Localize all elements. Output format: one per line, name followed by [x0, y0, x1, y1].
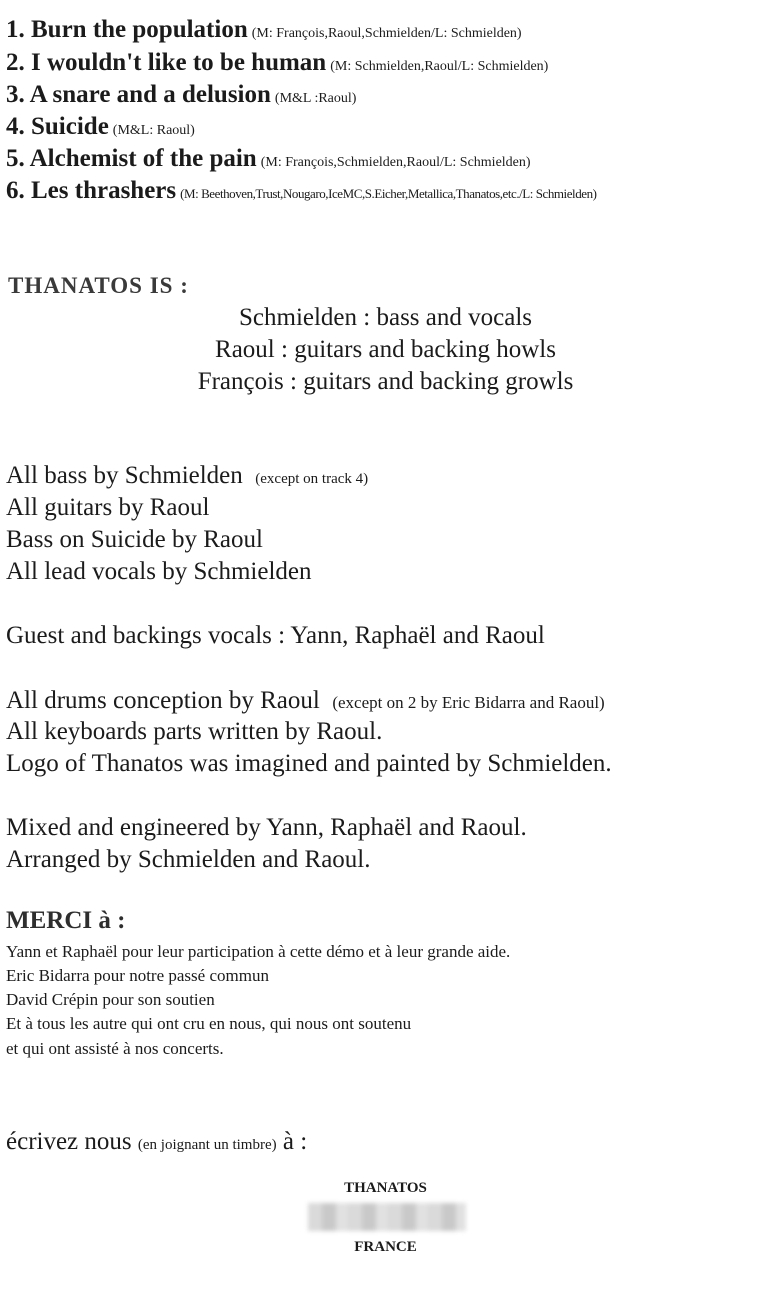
track-title: 5. Alchemist of the pain	[6, 145, 257, 172]
stamp-note: (en joignant un timbre)	[137, 1137, 277, 1153]
credit-guitars: All guitars by Raoul	[6, 494, 210, 521]
member-raoul: Raoul : guitars and backing howls	[215, 336, 556, 363]
merci-heading: MERCI à :	[6, 907, 126, 934]
redacted-address	[308, 1203, 466, 1231]
track-credits: (M: Schmielden,Raoul/L: Schmielden)	[330, 59, 549, 74]
write-us-text: écrivez nous	[6, 1128, 132, 1155]
address-country: FRANCE	[354, 1239, 417, 1255]
track-title: 1. Burn the population	[6, 16, 248, 43]
member-schmielden: Schmielden : bass and vocals	[239, 304, 532, 331]
track-credits: (M&L: Raoul)	[112, 123, 195, 138]
band-heading: THANATOS IS :	[8, 273, 189, 298]
credit-keyboards: All keyboards parts written by Raoul.	[6, 718, 383, 745]
track-credits: (M: François,Schmielden,Raoul/L: Schmielden)	[260, 155, 531, 170]
merci-line-4: Et à tous les autre qui ont cru en nous, qui nous ont soutenu	[6, 1014, 412, 1033]
track-title: 2. I wouldn't like to be human	[6, 49, 327, 76]
credit-mixed: Mixed and engineered by Yann, Raphaël and Raoul.	[6, 814, 527, 841]
track-2	[6, 49, 548, 77]
track-credits: (M&L :Raoul)	[274, 91, 357, 106]
address-name: THANATOS	[344, 1180, 427, 1196]
merci-line-5: et qui ont assisté à nos concerts.	[6, 1039, 224, 1058]
track-6	[6, 177, 597, 205]
credit-bass-text: All bass by Schmielden	[6, 462, 243, 489]
track-4	[6, 113, 195, 141]
merci-line-2: Eric Bidarra pour notre passé commun	[6, 966, 269, 985]
credit-drums	[6, 687, 605, 715]
track-credits: (M: Beethoven,Trust,Nougaro,IceMC,S.Eicher,Metallica,Thanatos,etc./L: Schmielden)	[180, 186, 597, 201]
merci-line-3: David Crépin pour son soutien	[6, 990, 215, 1009]
credit-drums-text: All drums conception by Raoul	[6, 687, 320, 714]
write-us-to: à :	[282, 1128, 308, 1155]
track-title: 3. A snare and a delusion	[6, 81, 271, 108]
track-1	[6, 16, 522, 44]
credit-guest-vocals: Guest and backings vocals : Yann, Raphaël and Raoul	[6, 622, 545, 649]
track-3	[6, 81, 356, 109]
track-5	[6, 145, 531, 173]
track-title: 4. Suicide	[6, 113, 109, 140]
credit-bass-note: (except on track 4)	[255, 471, 369, 487]
credit-bass	[6, 462, 368, 490]
track-credits: (M: François,Raoul,Schmielden/L: Schmielden)	[251, 26, 522, 41]
credit-arranged: Arranged by Schmielden and Raoul.	[6, 846, 371, 873]
credit-drums-note: (except on 2 by Eric Bidarra and Raoul)	[332, 693, 605, 712]
credit-logo: Logo of Thanatos was imagined and painted by Schmielden.	[6, 750, 612, 777]
member-francois: François : guitars and backing growls	[197, 368, 574, 395]
write-us-line	[6, 1128, 307, 1156]
merci-line-1: Yann et Raphaël pour leur participation à cette démo et à leur grande aide.	[6, 942, 511, 961]
credit-bass-suicide: Bass on Suicide by Raoul	[6, 526, 263, 553]
track-title: 6. Les thrashers	[6, 177, 177, 204]
credit-lead-vocals: All lead vocals by Schmielden	[6, 558, 312, 585]
